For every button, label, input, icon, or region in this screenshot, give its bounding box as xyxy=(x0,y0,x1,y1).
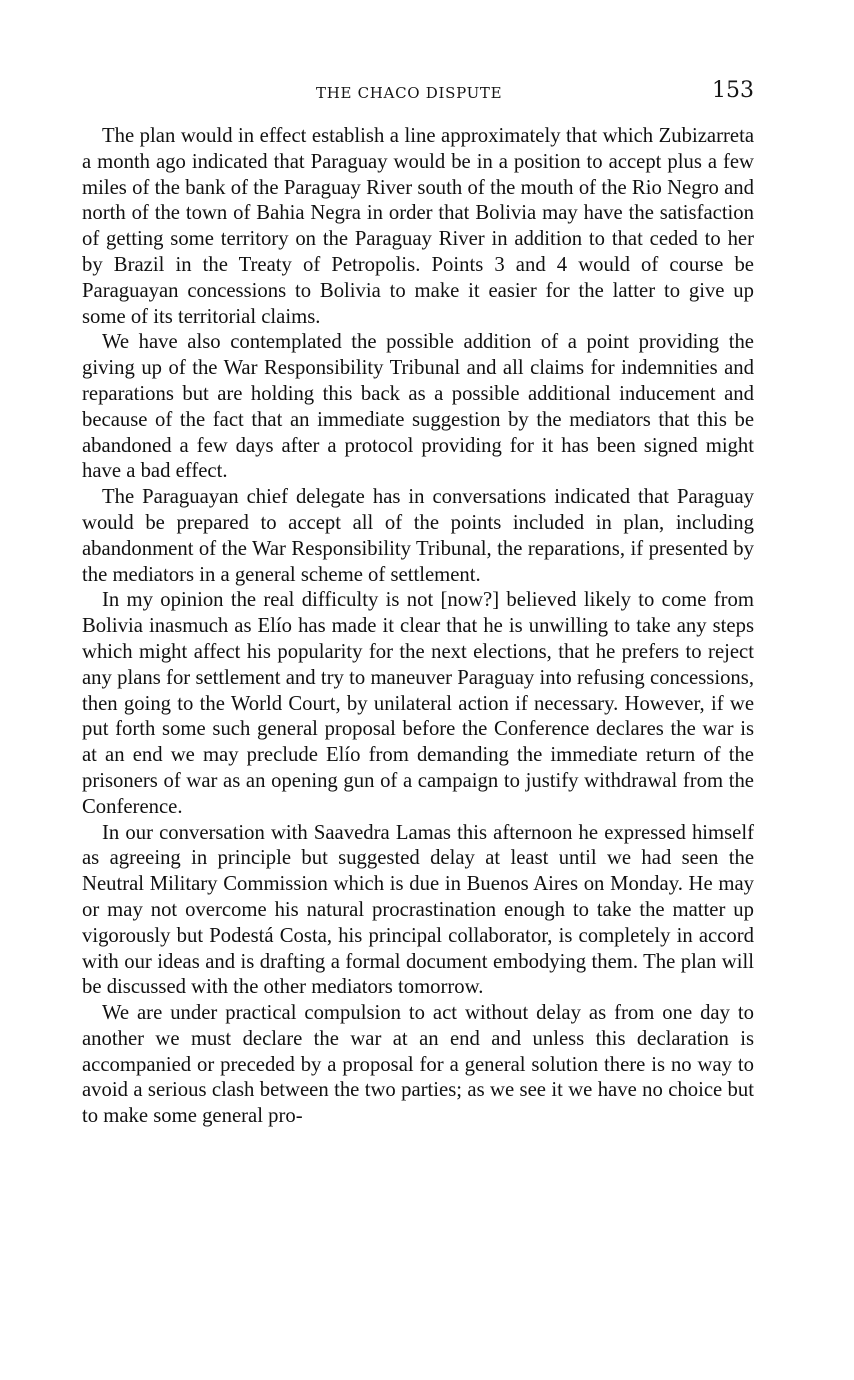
paragraph-3: The Paraguayan chief delegate has in conversations indicated that Paraguay would be prepared to accept all of the points included in plan, including abandonment of the War Responsibility Tribunal, the reparations, if presented by the mediators in a general scheme of settlement. xyxy=(82,486,754,586)
paragraph-1: The plan would in effect establish a line approximately that which Zubizarreta a month ago indicated that Paraguay would be in a position to accept plus a few miles of the bank of the Paraguay River south of the mouth of the Rio Negro and north of the town of Bahia Negra in order that Bolivia may have the satisfaction of getting some territory on the Paraguay River in addition to that ceded to her by Brazil in the Treaty of Petropolis. Points 3 and 4 would of course be Paraguayan concessions to Bolivia to make it easier for the latter to give up some of its territorial claims. xyxy=(82,125,754,328)
running-header xyxy=(82,74,754,112)
document-page xyxy=(82,74,754,1130)
paragraph-5: In our conversation with Saavedra Lamas this afternoon he expressed himself as agreeing in principle but suggested delay at least until we had seen the Neutral Military Commission which is due in Buenos Aires on Monday. He may or may not overcome his natural procrastination enough to take the matter up vigorously but Podestá Costa, his principal collaborator, is completely in accord with our ideas and is drafting a formal document embodying them. The plan will be discussed with the other mediators tomorrow. xyxy=(82,821,754,999)
paragraph-4: In my opinion the real difficulty is not [now?] believed likely to come from Bolivia inasmuch as Elío has made it clear that he is unwilling to take any steps which might affect his popularity for the next elections, that he prefers to reject any plans for settlement and try to maneuver Paraguay into refusing concessions, then going to the World Court, by unilateral action if necessary. However, if we put forth some such general proposal before the Conference declares the war is at an end we may preclude Elío from demanding the immediate return of the prisoners of war as an opening gun of a campaign to justify withdrawal from the Conference. xyxy=(82,589,754,818)
paragraph-2: We have also contemplated the possible addition of a point providing the giving up of the War Responsibility Tribunal and all claims for indemnities and reparations but are holding this back as a possible additional inducement and because of the fact that an immediate suggestion by the mediators that this be abandoned a few days after a protocol providing for it has been signed might have a bad effect. xyxy=(82,331,754,483)
body-text xyxy=(82,124,754,1130)
running-title: THE CHACO DISPUTE xyxy=(316,84,503,102)
paragraph-6: We are under practical compulsion to act without delay as from one day to another we must declare the war at an end and unless this declaration is accompanied or preceded by a proposal for a general solution there is no way to avoid a serious clash between the two parties; as we see it we have no choice but to make some general pro- xyxy=(82,1002,754,1128)
page-number: 153 xyxy=(712,78,754,103)
